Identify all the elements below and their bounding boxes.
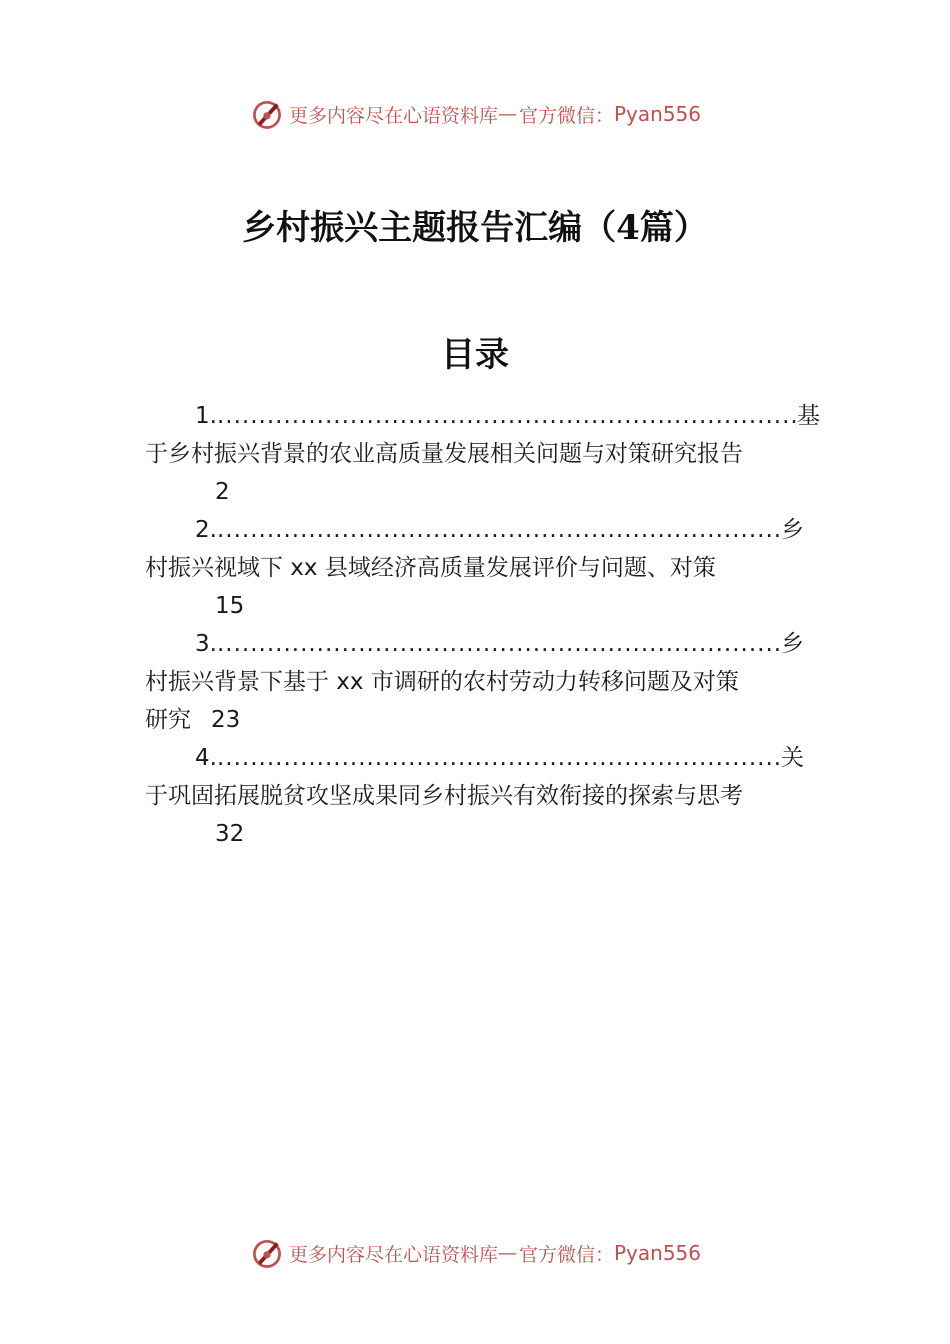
document-title: 乡村振兴主题报告汇编（4篇）	[242, 208, 708, 248]
banner-official: 官方微信：	[518, 1243, 614, 1266]
banner-separator: —	[497, 1242, 519, 1264]
toc-entry-3[interactable]	[145, 625, 820, 739]
toc-heading: 目录	[441, 335, 509, 375]
toc-page-number: 2	[215, 479, 230, 505]
toc-first-char: 关	[781, 745, 804, 771]
toc-title-text: 于巩固拓展脱贫攻坚成果同乡村振兴有效衔接的探索与思考	[145, 783, 743, 809]
toc-leader-dots	[217, 511, 781, 549]
banner-wechat-id: Pyan556	[614, 102, 702, 126]
toc-entry-2[interactable]	[145, 511, 820, 625]
toc-title-text: 于乡村振兴背景的农业高质量发展相关问题与对策研究报告	[145, 441, 743, 467]
toc-page-number: 23	[211, 707, 241, 733]
header-banner	[0, 94, 950, 134]
toc-first-char: 乡	[781, 517, 804, 543]
toc-title-text: 村振兴视域下 xx 县域经济高质量发展评价与问题、对策	[145, 555, 716, 581]
toc-entry-1[interactable]	[145, 397, 820, 511]
banner-separator: —	[497, 103, 519, 125]
toc-leader-dots	[217, 397, 797, 435]
footer-banner	[0, 1233, 950, 1273]
banner-wechat-id: Pyan556	[614, 1241, 702, 1265]
banner-text: 更多内容尽在心语资料库	[288, 104, 498, 127]
toc-number: 4.	[195, 745, 217, 771]
toc-number: 1.	[195, 403, 217, 429]
toc-page-number: 32	[215, 821, 245, 847]
banner-official: 官方微信：	[518, 104, 614, 127]
pen-circle-logo-icon	[249, 1235, 285, 1271]
table-of-contents	[145, 397, 820, 853]
toc-first-char: 基	[797, 403, 820, 429]
toc-leader-dots	[217, 625, 781, 663]
toc-entry-4[interactable]	[145, 739, 820, 853]
pen-circle-logo-icon	[249, 96, 285, 132]
toc-page-number: 15	[215, 593, 245, 619]
toc-first-char: 乡	[781, 631, 804, 657]
toc-title-text-cont: 研究	[145, 707, 191, 733]
toc-number: 3.	[195, 631, 217, 657]
toc-title-text: 村振兴背景下基于 xx 市调研的农村劳动力转移问题及对策	[145, 669, 739, 695]
toc-number: 2.	[195, 517, 217, 543]
toc-leader-dots	[217, 739, 781, 777]
banner-text: 更多内容尽在心语资料库	[288, 1243, 498, 1266]
